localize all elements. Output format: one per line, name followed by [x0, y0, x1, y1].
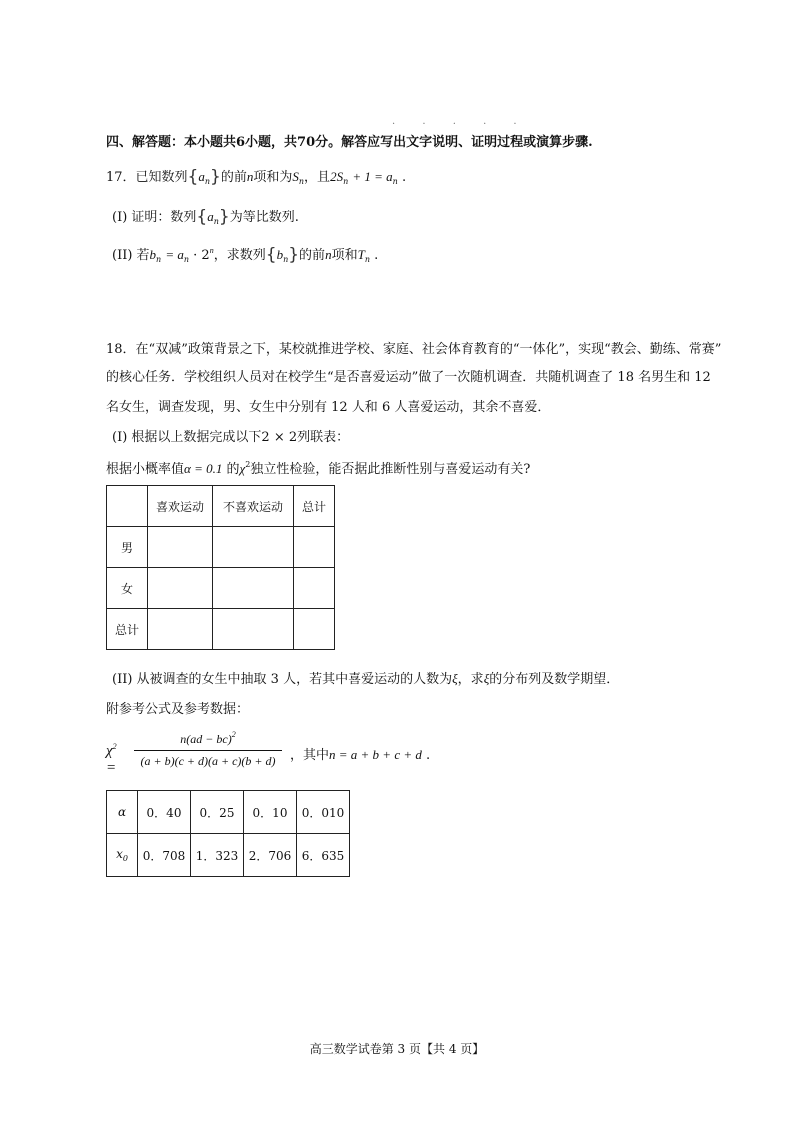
table-cell	[148, 609, 213, 650]
question-18-line-2: 的核心任务．学校组织人员对在校学生“是否喜爱运动”做了一次随机调查．共随机调查了 18 名男生和 12	[106, 370, 711, 385]
header-dots: . . . . .	[392, 116, 529, 127]
reference-title: 附参考公式及参考数据：	[106, 702, 250, 717]
table-row-label: 女	[107, 568, 148, 609]
section-title: 四、解答题：本小题共6小题，共70分。解答应写出文字说明、证明过程或演算步骤.	[106, 135, 593, 150]
alpha-value: 0．40	[138, 791, 191, 834]
x0-value: 2．706	[244, 834, 297, 877]
table-row-label: 总计	[107, 609, 148, 650]
table-cell	[294, 527, 335, 568]
table-cell	[294, 568, 335, 609]
page-footer: 高三数学试卷第 3 页【共 4 页】	[309, 1042, 485, 1056]
question-18-part-1: (I) 根据以上数据完成以下2 × 2列联表：	[112, 430, 350, 445]
alpha-value: 0．25	[191, 791, 244, 834]
question-18-line-1: 18．在“双减”政策背景之下，某校就推进学校、家庭、社会体育教育的“一体化”，实现“教会、勤练、常赛”	[106, 342, 722, 357]
question-17-part-2: (II) 若$b_n = a_n \cdot 2^n$，求数列$\{b_n\}$的前n项和$T_n$ .	[112, 245, 379, 265]
critical-value-table	[106, 790, 350, 877]
table-header	[107, 486, 148, 527]
x0-value: 1．323	[191, 834, 244, 877]
table-cell	[148, 527, 213, 568]
x0-label: $x_0$	[107, 834, 138, 877]
question-17-part-1: (I) 证明：数列$\{a_n\}$为等比数列.	[112, 207, 299, 227]
table-row-label: 男	[107, 527, 148, 568]
alpha-value: 0．10	[244, 791, 297, 834]
question-18-test-question: 根据小概率值α = 0.1 的$\chi^2$独立性检验，能否据此推断性别与喜爱运动有关?	[106, 460, 531, 477]
question-18-part-2: (II) 从被调查的女生中抽取 3 人，若其中喜爱运动的人数为ξ，求ξ的分布列及数学期望．	[112, 671, 620, 687]
table-cell	[148, 568, 213, 609]
question-17: 17．已知数列$\{a_n\}$的前n项和为$S_n$，且$2S_n + 1 = a_n$ .	[106, 167, 407, 187]
x0-value: 0．708	[138, 834, 191, 877]
x0-value: 6．635	[297, 834, 350, 877]
alpha-value: 0．010	[297, 791, 350, 834]
alpha-label: α	[107, 791, 138, 834]
table-header: 不喜欢运动	[213, 486, 294, 527]
table-cell	[213, 568, 294, 609]
table-cell	[213, 527, 294, 568]
table-cell	[294, 609, 335, 650]
contingency-table	[106, 485, 335, 650]
table-header: 总计	[294, 486, 335, 527]
table-cell	[213, 609, 294, 650]
table-header: 喜欢运动	[148, 486, 213, 527]
question-18-line-3: 名女生，调查发现，男、女生中分别有 12 人和 6 人喜爱运动，其余不喜爱．	[106, 400, 551, 415]
